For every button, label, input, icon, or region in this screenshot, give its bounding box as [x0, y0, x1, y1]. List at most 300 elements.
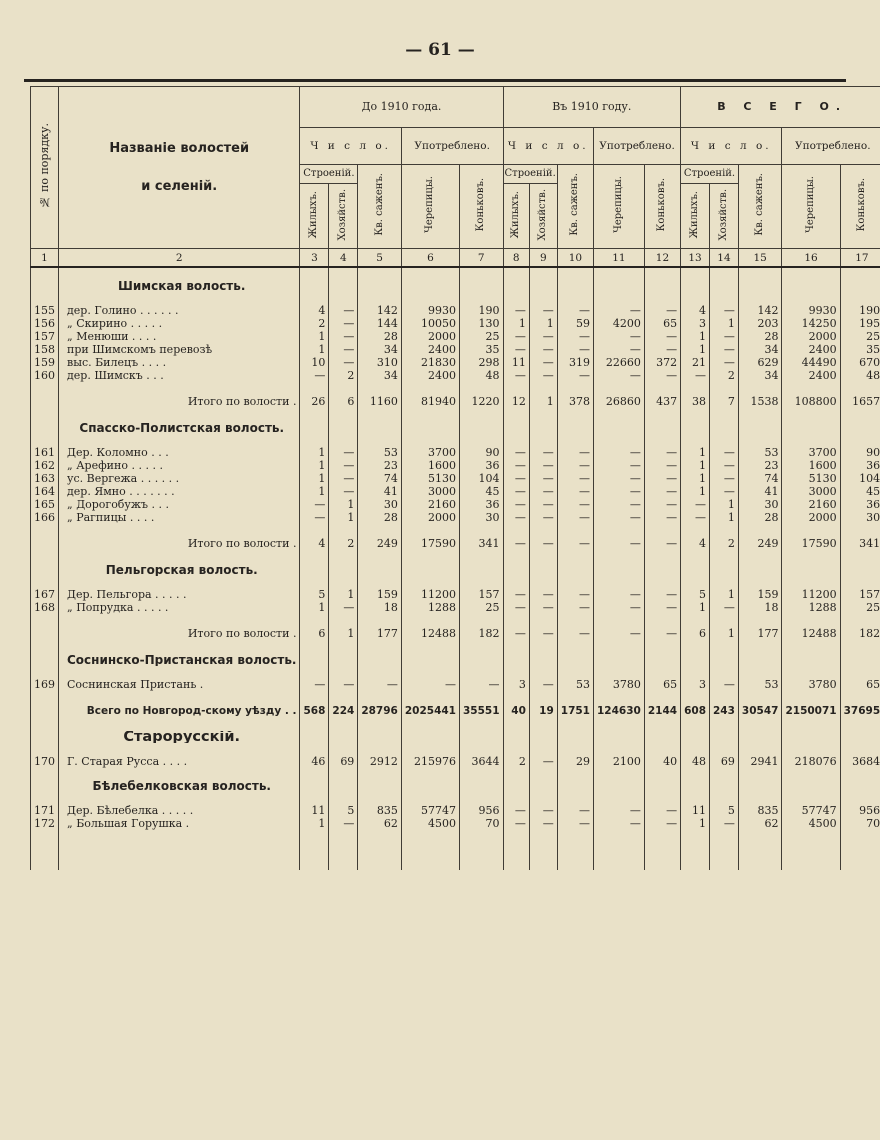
empty-cell: [358, 422, 402, 434]
subheader-kv-3: Кв. саженъ.: [738, 165, 782, 249]
empty-cell: [358, 576, 402, 588]
value-cell: —: [594, 511, 645, 524]
value-cell: 90: [460, 446, 504, 459]
empty-cell: [710, 382, 739, 394]
empty-cell: [840, 792, 880, 804]
empty-cell: [710, 552, 739, 564]
name-header-line2: и селеній.: [141, 178, 218, 194]
empty-cell: [460, 434, 504, 446]
empty-cell: [503, 743, 529, 755]
column-number: 6: [401, 249, 459, 268]
value-cell: —: [503, 369, 529, 382]
empty-cell: [710, 792, 739, 804]
value-cell: —: [503, 588, 529, 601]
empty-cell: [358, 292, 402, 304]
spacer-row: [31, 743, 880, 755]
value-cell: 341: [840, 536, 880, 552]
empty-cell: [710, 731, 739, 743]
value-cell: 1: [710, 317, 739, 330]
empty-cell: [300, 292, 329, 304]
value-cell: —: [594, 472, 645, 485]
empty-cell: [594, 654, 645, 666]
row-number: 165: [31, 498, 59, 511]
value-cell: —: [710, 446, 739, 459]
section-heading: Старорусскій.: [59, 731, 300, 743]
value-cell: —: [557, 626, 593, 642]
value-cell: 190: [460, 304, 504, 317]
value-cell: 34: [738, 369, 782, 382]
empty-cell: [401, 642, 459, 654]
grand-total-row: [31, 703, 880, 719]
value-cell: 35551: [460, 703, 504, 719]
empty-cell: [529, 654, 557, 666]
empty-cell: [738, 576, 782, 588]
empty-cell: [59, 642, 300, 654]
column-number: 1: [31, 249, 59, 268]
value-cell: —: [529, 369, 557, 382]
empty-cell: [401, 564, 459, 576]
value-cell: 3780: [782, 678, 840, 691]
empty-cell: [529, 434, 557, 446]
empty-cell: [594, 768, 645, 780]
empty-cell: [31, 626, 59, 642]
value-cell: 57747: [401, 804, 459, 817]
empty-cell: [59, 524, 300, 536]
empty-cell: [782, 576, 840, 588]
table-row: [31, 817, 880, 830]
empty-cell: [644, 422, 680, 434]
stroeniy-header-1: Строеній.: [300, 165, 358, 184]
empty-cell: [557, 666, 593, 678]
value-cell: —: [594, 817, 645, 830]
spacer-row: [31, 410, 880, 422]
empty-cell: [738, 292, 782, 304]
empty-cell: [594, 691, 645, 703]
empty-cell: [358, 719, 402, 731]
chislo-header-2: Ч и с л о.: [503, 128, 593, 165]
place-name: Соснинская Пристань .: [59, 678, 300, 691]
empty-cell: [401, 792, 459, 804]
value-cell: —: [644, 369, 680, 382]
empty-cell: [529, 780, 557, 792]
empty-cell: [503, 780, 529, 792]
value-cell: 2: [710, 536, 739, 552]
empty-cell: [460, 768, 504, 780]
empty-cell: [840, 654, 880, 666]
empty-cell: [557, 564, 593, 576]
empty-cell: [782, 434, 840, 446]
value-cell: 17590: [401, 536, 459, 552]
row-number-header: № по порядку.: [31, 87, 59, 249]
value-cell: 1: [503, 317, 529, 330]
empty-cell: [401, 552, 459, 564]
value-cell: —: [503, 626, 529, 642]
empty-cell: [782, 280, 840, 292]
value-cell: —: [594, 304, 645, 317]
empty-cell: [557, 654, 593, 666]
empty-cell: [31, 691, 59, 703]
value-cell: 1: [681, 601, 710, 614]
empty-cell: [557, 382, 593, 394]
value-cell: —: [329, 343, 358, 356]
value-cell: —: [329, 678, 358, 691]
value-cell: —: [710, 678, 739, 691]
empty-cell: [329, 719, 358, 731]
subheader-khozyaistv-2: Хозяйств.: [529, 184, 557, 249]
empty-cell: [460, 576, 504, 588]
value-cell: 3700: [782, 446, 840, 459]
empty-cell: [329, 731, 358, 743]
value-cell: 34: [738, 343, 782, 356]
empty-cell: [840, 382, 880, 394]
empty-cell: [681, 666, 710, 678]
empty-cell: [300, 524, 329, 536]
value-cell: 1: [529, 394, 557, 410]
value-cell: 30: [840, 511, 880, 524]
place-name: „ Рагпицы . . . .: [59, 511, 300, 524]
empty-cell: [460, 410, 504, 422]
empty-cell: [710, 576, 739, 588]
value-cell: 835: [358, 804, 402, 817]
value-cell: —: [644, 498, 680, 511]
empty-cell: [644, 410, 680, 422]
value-cell: —: [529, 755, 557, 768]
value-cell: —: [503, 446, 529, 459]
table-row: [31, 356, 880, 369]
chislo-header-1: Ч и с л о.: [300, 128, 401, 165]
value-cell: —: [329, 446, 358, 459]
value-cell: 1: [300, 459, 329, 472]
section-heading: Шимская волость.: [59, 280, 300, 292]
value-cell: 38: [681, 394, 710, 410]
empty-cell: [738, 410, 782, 422]
value-cell: 249: [358, 536, 402, 552]
value-cell: 310: [358, 356, 402, 369]
value-cell: —: [529, 678, 557, 691]
empty-cell: [557, 434, 593, 446]
value-cell: 18: [738, 601, 782, 614]
empty-cell: [840, 642, 880, 654]
empty-cell: [782, 267, 840, 280]
empty-cell: [529, 524, 557, 536]
empty-cell: [557, 410, 593, 422]
empty-cell: [503, 614, 529, 626]
empty-cell: [59, 768, 300, 780]
empty-cell: [644, 267, 680, 280]
empty-cell: [594, 267, 645, 280]
chislo-header-3: Ч и с л о.: [681, 128, 782, 165]
empty-cell: [681, 280, 710, 292]
value-cell: 124630: [594, 703, 645, 719]
value-cell: 4500: [782, 817, 840, 830]
value-cell: 1: [300, 343, 329, 356]
empty-cell: [529, 576, 557, 588]
empty-cell: [557, 280, 593, 292]
spacer-row: [31, 691, 880, 703]
value-cell: —: [503, 304, 529, 317]
value-cell: 1: [329, 511, 358, 524]
value-cell: —: [529, 472, 557, 485]
subheader-khozyaistv-1: Хозяйств.: [329, 184, 358, 249]
value-cell: 1: [710, 511, 739, 524]
empty-cell: [59, 830, 300, 870]
empty-cell: [594, 410, 645, 422]
empty-cell: [401, 382, 459, 394]
empty-cell: [782, 552, 840, 564]
row-number: 167: [31, 588, 59, 601]
value-cell: 2000: [782, 330, 840, 343]
empty-cell: [738, 422, 782, 434]
table-row: [31, 343, 880, 356]
row-number: 172: [31, 817, 59, 830]
value-cell: 1160: [358, 394, 402, 410]
value-cell: —: [529, 446, 557, 459]
empty-cell: [31, 382, 59, 394]
empty-cell: [681, 292, 710, 304]
empty-cell: [300, 434, 329, 446]
value-cell: 182: [840, 626, 880, 642]
empty-cell: [31, 422, 59, 434]
upotrebleno-header-1: Употреблено.: [401, 128, 503, 165]
value-cell: 568: [300, 703, 329, 719]
empty-cell: [738, 267, 782, 280]
empty-cell: [300, 691, 329, 703]
empty-cell: [460, 743, 504, 755]
place-name: дер. Голино . . . . . .: [59, 304, 300, 317]
place-name: „ Скирино . . . . .: [59, 317, 300, 330]
empty-cell: [401, 410, 459, 422]
empty-cell: [681, 792, 710, 804]
value-cell: —: [557, 446, 593, 459]
value-cell: —: [529, 626, 557, 642]
row-number: 163: [31, 472, 59, 485]
page-number: — 61 —: [405, 40, 475, 60]
value-cell: —: [329, 317, 358, 330]
table-row: [31, 601, 880, 614]
value-cell: 23: [358, 459, 402, 472]
empty-cell: [358, 552, 402, 564]
empty-cell: [503, 267, 529, 280]
empty-cell: [401, 731, 459, 743]
empty-cell: [503, 792, 529, 804]
empty-cell: [300, 654, 329, 666]
value-cell: 35: [840, 343, 880, 356]
empty-cell: [329, 524, 358, 536]
column-number: 7: [460, 249, 504, 268]
value-cell: 1: [300, 446, 329, 459]
empty-cell: [460, 691, 504, 703]
place-name: „ Большая Горушка .: [59, 817, 300, 830]
empty-cell: [644, 576, 680, 588]
row-number: 164: [31, 485, 59, 498]
place-name: Дер. Коломно . . .: [59, 446, 300, 459]
empty-cell: [782, 830, 840, 870]
empty-cell: [329, 280, 358, 292]
empty-cell: [644, 552, 680, 564]
empty-cell: [782, 719, 840, 731]
empty-cell: [644, 731, 680, 743]
empty-cell: [401, 719, 459, 731]
empty-cell: [681, 524, 710, 536]
value-cell: 215976: [401, 755, 459, 768]
value-cell: 1288: [401, 601, 459, 614]
value-cell: —: [529, 588, 557, 601]
total-label: Итого по волости .: [59, 536, 300, 552]
empty-cell: [710, 642, 739, 654]
value-cell: —: [594, 536, 645, 552]
empty-cell: [644, 654, 680, 666]
value-cell: 2100: [594, 755, 645, 768]
empty-cell: [329, 830, 358, 870]
value-cell: 69: [329, 755, 358, 768]
value-cell: —: [329, 330, 358, 343]
value-cell: —: [503, 472, 529, 485]
value-cell: —: [710, 472, 739, 485]
value-cell: —: [681, 369, 710, 382]
empty-cell: [644, 434, 680, 446]
empty-cell: [503, 719, 529, 731]
value-cell: 1220: [460, 394, 504, 410]
column-number: 16: [782, 249, 840, 268]
empty-cell: [681, 780, 710, 792]
value-cell: —: [557, 459, 593, 472]
empty-cell: [738, 642, 782, 654]
value-cell: —: [503, 511, 529, 524]
value-cell: 11200: [782, 588, 840, 601]
value-cell: —: [644, 330, 680, 343]
table-header: [31, 87, 880, 268]
empty-cell: [329, 382, 358, 394]
empty-cell: [460, 654, 504, 666]
value-cell: —: [557, 601, 593, 614]
empty-cell: [681, 382, 710, 394]
value-cell: 378: [557, 394, 593, 410]
empty-cell: [300, 382, 329, 394]
empty-cell: [557, 422, 593, 434]
empty-cell: [840, 719, 880, 731]
value-cell: —: [681, 498, 710, 511]
empty-cell: [681, 830, 710, 870]
empty-cell: [503, 292, 529, 304]
empty-cell: [503, 576, 529, 588]
value-cell: 35: [460, 343, 504, 356]
empty-cell: [31, 768, 59, 780]
value-cell: —: [594, 330, 645, 343]
empty-cell: [329, 434, 358, 446]
value-cell: 41: [738, 485, 782, 498]
value-cell: —: [644, 588, 680, 601]
value-cell: 182: [460, 626, 504, 642]
table-row: [31, 485, 880, 498]
empty-cell: [594, 614, 645, 626]
empty-cell: [329, 292, 358, 304]
value-cell: —: [460, 678, 504, 691]
table-row: [31, 446, 880, 459]
value-cell: 2: [300, 317, 329, 330]
empty-cell: [710, 564, 739, 576]
value-cell: 437: [644, 394, 680, 410]
total-label: Всего по Новгород-скому уѣзду . .: [59, 703, 300, 719]
value-cell: 37695: [840, 703, 880, 719]
empty-cell: [840, 552, 880, 564]
value-cell: 629: [738, 356, 782, 369]
value-cell: 21: [681, 356, 710, 369]
empty-cell: [557, 780, 593, 792]
empty-cell: [529, 792, 557, 804]
empty-cell: [358, 642, 402, 654]
empty-cell: [529, 642, 557, 654]
value-cell: 1: [681, 330, 710, 343]
table-row: [31, 678, 880, 691]
value-cell: 3: [681, 317, 710, 330]
value-cell: 1: [329, 588, 358, 601]
empty-cell: [594, 552, 645, 564]
empty-cell: [31, 830, 59, 870]
value-cell: 40: [644, 755, 680, 768]
row-number: 171: [31, 804, 59, 817]
value-cell: —: [644, 536, 680, 552]
statistics-table: [30, 86, 880, 870]
empty-cell: [529, 280, 557, 292]
empty-cell: [460, 830, 504, 870]
empty-cell: [644, 792, 680, 804]
empty-cell: [358, 654, 402, 666]
value-cell: —: [644, 304, 680, 317]
value-cell: 25: [840, 601, 880, 614]
empty-cell: [460, 292, 504, 304]
section-heading-row: [31, 731, 880, 743]
empty-cell: [503, 830, 529, 870]
empty-cell: [738, 280, 782, 292]
empty-cell: [460, 382, 504, 394]
value-cell: —: [644, 446, 680, 459]
value-cell: —: [644, 804, 680, 817]
empty-cell: [358, 830, 402, 870]
empty-cell: [681, 576, 710, 588]
place-name: „ Дорогобужъ . . .: [59, 498, 300, 511]
value-cell: 65: [644, 317, 680, 330]
empty-cell: [738, 792, 782, 804]
value-cell: 6: [329, 394, 358, 410]
value-cell: —: [529, 536, 557, 552]
empty-cell: [460, 614, 504, 626]
empty-cell: [644, 280, 680, 292]
empty-cell: [300, 410, 329, 422]
empty-cell: [840, 267, 880, 280]
value-cell: 2: [503, 755, 529, 768]
empty-cell: [401, 434, 459, 446]
value-cell: 28: [738, 511, 782, 524]
column-number: 13: [681, 249, 710, 268]
empty-cell: [31, 552, 59, 564]
value-cell: —: [503, 536, 529, 552]
column-number: 8: [503, 249, 529, 268]
value-cell: 104: [460, 472, 504, 485]
value-cell: 177: [358, 626, 402, 642]
value-cell: 130: [460, 317, 504, 330]
empty-cell: [300, 792, 329, 804]
value-cell: 2144: [644, 703, 680, 719]
value-cell: —: [329, 817, 358, 830]
value-cell: 2160: [782, 498, 840, 511]
empty-cell: [681, 434, 710, 446]
value-cell: 2912: [358, 755, 402, 768]
value-cell: —: [300, 369, 329, 382]
subheader-cherepitsy-3: Черепицы.: [782, 165, 840, 249]
empty-cell: [681, 410, 710, 422]
empty-cell: [529, 410, 557, 422]
empty-cell: [31, 731, 59, 743]
